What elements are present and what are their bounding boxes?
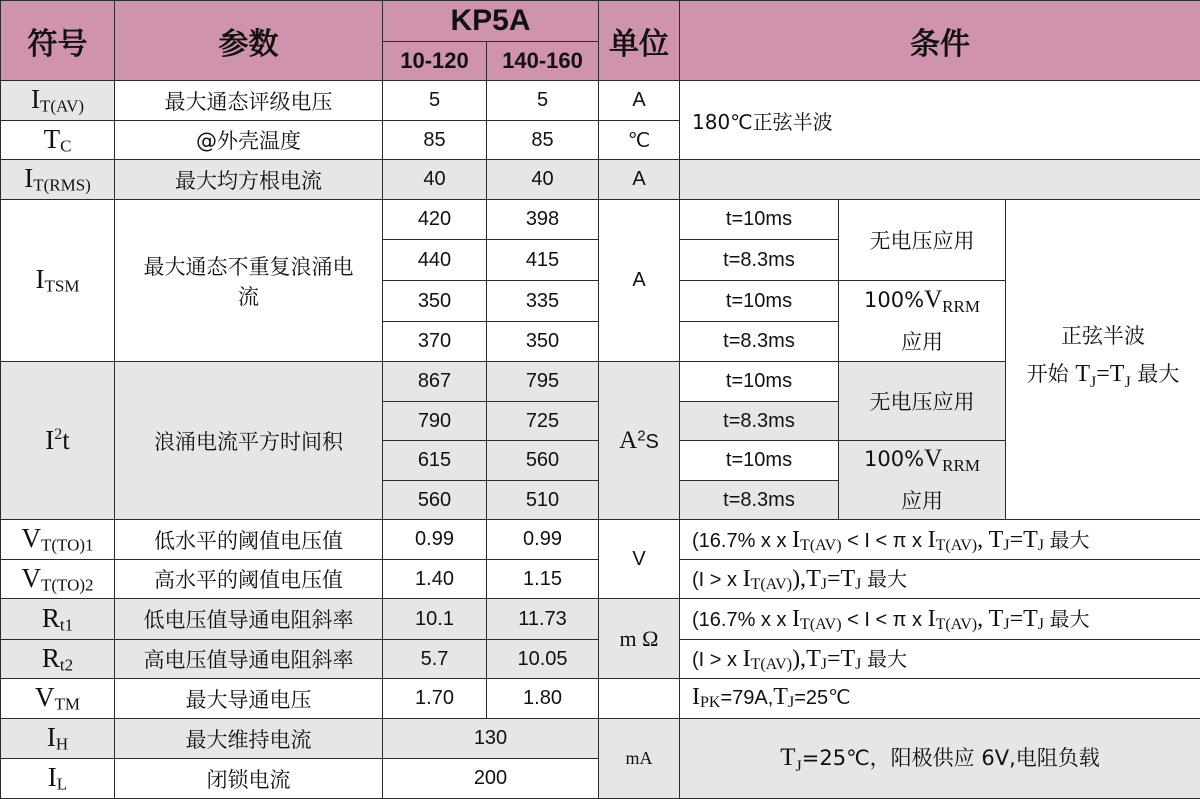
value-rt2-b: 10.05 bbox=[487, 640, 599, 679]
cond-itav-tc: 180℃正弦半波 bbox=[680, 81, 1200, 160]
unit-i2t: $A^2S$ bbox=[599, 362, 680, 520]
param-i2t: 浪涌电流平方时间积 bbox=[115, 362, 383, 520]
value-vto1-b: 0.99 bbox=[487, 520, 599, 560]
header-condition: 条件 bbox=[680, 1, 1200, 81]
param-itav: 最大通态评级电压 bbox=[115, 81, 383, 121]
param-itsm: 最大通态不重复浪涌电流 bbox=[115, 200, 383, 362]
value-tc-b: 85 bbox=[487, 121, 599, 160]
symbol-i2t: $I^2t$ bbox=[1, 362, 115, 520]
symbol-itrms: $I_{T(RMS)}$ bbox=[1, 160, 115, 200]
header-model: KP5A bbox=[383, 1, 599, 42]
cond-vtm: $I_{PK}=79A,T_J=25℃$ bbox=[680, 679, 1200, 719]
cond-low-current: (16.7% x x $I_{T(AV)} < I < \pi$ x $I_{T(AV)}$, $T_J=T_J$ 最大 bbox=[680, 520, 1200, 560]
symbol-vto2: $V_{T(TO)2}$ bbox=[1, 560, 115, 599]
value-itrms-b: 40 bbox=[487, 160, 599, 200]
time-i2t: t=10ms bbox=[680, 441, 839, 481]
symbol-ih: $I_H$ bbox=[1, 719, 115, 759]
symbol-rt1: $R_{t1}$ bbox=[1, 599, 115, 640]
value-vto2-a: 1.40 bbox=[383, 560, 487, 599]
value-i2t-b: 510 bbox=[487, 481, 599, 520]
value-itsm-a: 350 bbox=[383, 281, 487, 322]
value-vto2-b: 1.15 bbox=[487, 560, 599, 599]
value-i2t-a: 560 bbox=[383, 481, 487, 520]
unit-itav: A bbox=[599, 81, 680, 121]
unit-rt: m Ω bbox=[599, 599, 680, 679]
sine-wave-condition: 正弦半波 开始 $T_J=T_J$ 最大 bbox=[1006, 200, 1200, 520]
symbol-tc: $T_C$ bbox=[1, 121, 115, 160]
param-rt2: 高电压值导通电阻斜率 bbox=[115, 640, 383, 679]
value-i2t-b: 795 bbox=[487, 362, 599, 402]
header-range-b: 140-160 bbox=[487, 42, 599, 81]
value-itav-b: 5 bbox=[487, 81, 599, 121]
value-i2t-a: 615 bbox=[383, 441, 487, 481]
value-vtm-a: 1.70 bbox=[383, 679, 487, 719]
unit-vtm-empty bbox=[599, 679, 680, 719]
cond-low-current: (16.7% x x $I_{T(AV)} < I < \pi$ x $I_{T(AV)}$, $T_J=T_J$ 最大 bbox=[680, 599, 1200, 640]
vrrm-apply-label: $100\%V_{RRM}$ 应用 bbox=[839, 281, 1006, 362]
value-i2t-b: 560 bbox=[487, 441, 599, 481]
symbol-itav: $I_{T(AV)}$ bbox=[1, 81, 115, 121]
unit-itrms: A bbox=[599, 160, 680, 200]
value-tc-a: 85 bbox=[383, 121, 487, 160]
unit-tc: ℃ bbox=[599, 121, 680, 160]
param-vto2: 高水平的阈值电压值 bbox=[115, 560, 383, 599]
value-itav-a: 5 bbox=[383, 81, 487, 121]
time-i2t: t=8.3ms bbox=[680, 402, 839, 441]
value-itsm-a: 440 bbox=[383, 240, 487, 281]
value-rt2-a: 5.7 bbox=[383, 640, 487, 679]
param-il: 闭锁电流 bbox=[115, 759, 383, 799]
param-vtm: 最大导通电压 bbox=[115, 679, 383, 719]
time-itsm: t=8.3ms bbox=[680, 322, 839, 362]
symbol-itsm: $I_{TSM}$ bbox=[1, 200, 115, 362]
header-parameter: 参数 bbox=[115, 1, 383, 81]
value-i2t-a: 867 bbox=[383, 362, 487, 402]
value-itsm-b: 335 bbox=[487, 281, 599, 322]
value-vto1-a: 0.99 bbox=[383, 520, 487, 560]
value-rt1-a: 10.1 bbox=[383, 599, 487, 640]
unit-vto: V bbox=[599, 520, 680, 599]
symbol-rt2: $R_{t2}$ bbox=[1, 640, 115, 679]
param-itrms: 最大均方根电流 bbox=[115, 160, 383, 200]
unit-ih-il: mA bbox=[599, 719, 680, 799]
cond-itrms-empty bbox=[680, 160, 1200, 200]
param-ih: 最大维持电流 bbox=[115, 719, 383, 759]
symbol-vto1: $V_{T(TO)1}$ bbox=[1, 520, 115, 560]
unit-itsm: A bbox=[599, 200, 680, 362]
header-symbol: 符号 bbox=[1, 1, 115, 81]
value-itsm-b: 398 bbox=[487, 200, 599, 240]
value-itsm-b: 415 bbox=[487, 240, 599, 281]
value-ih: 130 bbox=[383, 719, 599, 759]
cond-ih-il: $T_J=25℃$，阳极供应 6V,电阻负载 bbox=[680, 719, 1200, 799]
param-rt1: 低电压值导通电阻斜率 bbox=[115, 599, 383, 640]
value-itsm-a: 420 bbox=[383, 200, 487, 240]
value-itrms-a: 40 bbox=[383, 160, 487, 200]
time-itsm: t=10ms bbox=[680, 200, 839, 240]
value-i2t-a: 790 bbox=[383, 402, 487, 441]
value-i2t-b: 725 bbox=[487, 402, 599, 441]
symbol-vtm: $V_{TM}$ bbox=[1, 679, 115, 719]
value-itsm-b: 350 bbox=[487, 322, 599, 362]
symbol-il: $I_L$ bbox=[1, 759, 115, 799]
time-i2t: t=8.3ms bbox=[680, 481, 839, 520]
cond-high-current: (I > x $I_{T(AV)}),T_J=T_J$ 最大 bbox=[680, 640, 1200, 679]
time-itsm: t=8.3ms bbox=[680, 240, 839, 281]
param-vto1: 低水平的阈值电压值 bbox=[115, 520, 383, 560]
value-rt1-b: 11.73 bbox=[487, 599, 599, 640]
value-vtm-b: 1.80 bbox=[487, 679, 599, 719]
value-il: 200 bbox=[383, 759, 599, 799]
no-voltage-label: 无电压应用 bbox=[839, 362, 1006, 441]
header-range-a: 10-120 bbox=[383, 42, 487, 81]
header-unit: 单位 bbox=[599, 1, 680, 81]
vrrm-apply-label: $100\%V_{RRM}$ 应用 bbox=[839, 441, 1006, 520]
value-itsm-a: 370 bbox=[383, 322, 487, 362]
cond-high-current: (I > x $I_{T(AV)}),T_J=T_J$ 最大 bbox=[680, 560, 1200, 599]
no-voltage-label: 无电压应用 bbox=[839, 200, 1006, 281]
param-tc: @外壳温度 bbox=[115, 121, 383, 160]
time-itsm: t=10ms bbox=[680, 281, 839, 322]
time-i2t: t=10ms bbox=[680, 362, 839, 402]
